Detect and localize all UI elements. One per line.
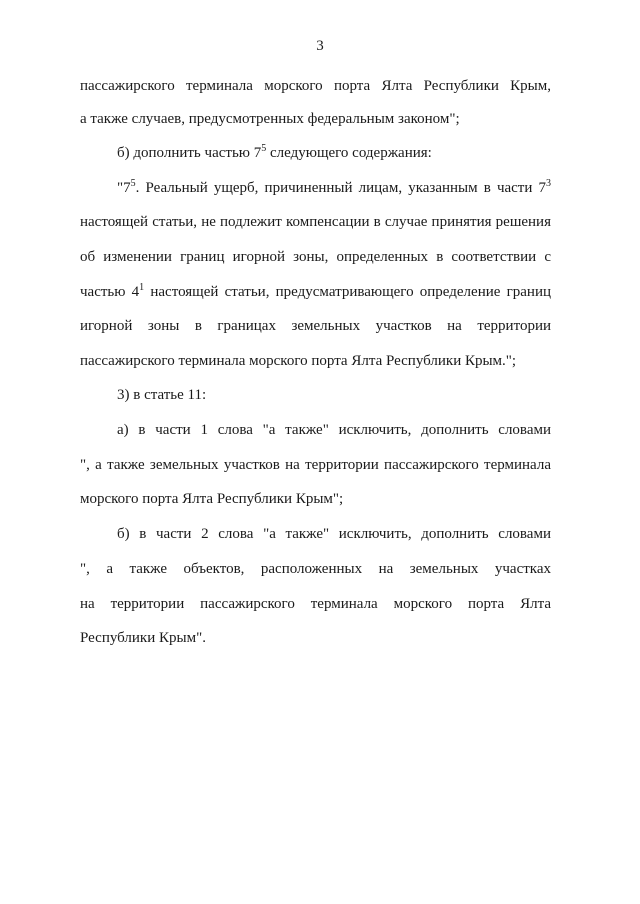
text-line: б) в части 2 слова "а также" исключить, дополнить словами bbox=[117, 526, 551, 542]
text-line: морского порта Ялта Республики Крым"; bbox=[80, 491, 344, 507]
text-line: игорной зоны в границах земельных участков на территории bbox=[80, 318, 551, 334]
text-line: пассажирского терминала морского порта Ялта Республики Крым, bbox=[80, 78, 551, 94]
superscript: 1 bbox=[139, 282, 145, 293]
text-fragment: следующего содержания: bbox=[266, 145, 432, 161]
page-number: 3 bbox=[316, 38, 324, 54]
text-fragment: настоящей статьи, предусматривающего определение границ bbox=[144, 284, 551, 300]
text-line: Республики Крым". bbox=[80, 630, 206, 646]
text-fragment bbox=[117, 180, 551, 196]
text-line: пассажирского терминала морского порта Ялта Республики Крым."; bbox=[80, 353, 517, 369]
text-fragment: . Реальный ущерб, причиненный лицам, указанным в части 7 bbox=[135, 180, 546, 196]
text-fragment: частью 4 bbox=[80, 284, 140, 300]
superscript: 5 bbox=[130, 178, 136, 189]
text-fragment: б) дополнить частью 7 bbox=[117, 145, 262, 161]
text-line: а) в части 1 слова "а также" исключить, дополнить словами bbox=[117, 422, 551, 438]
text-line bbox=[80, 282, 551, 302]
text-line: настоящей статьи, не подлежит компенсации в случае принятия решения bbox=[80, 214, 551, 230]
superscript: 3 bbox=[546, 178, 551, 189]
text-line: на территории пассажирского терминала морского порта Ялта bbox=[80, 596, 551, 612]
text-line: 3) в статье 11: bbox=[117, 387, 207, 403]
text-line: ", а также земельных участков на территории пассажирского терминала bbox=[80, 457, 551, 473]
superscript: 5 bbox=[261, 143, 267, 154]
text-line bbox=[117, 143, 551, 163]
text-fragment: "7 bbox=[117, 180, 131, 196]
text-line: ", а также объектов, расположенных на земельных участках bbox=[80, 561, 551, 577]
text-line: об изменении границ игорной зоны, определенных в соответствии с bbox=[80, 249, 551, 265]
text-line bbox=[117, 178, 551, 198]
text-line: а также случаев, предусмотренных федеральным законом"; bbox=[80, 111, 460, 127]
